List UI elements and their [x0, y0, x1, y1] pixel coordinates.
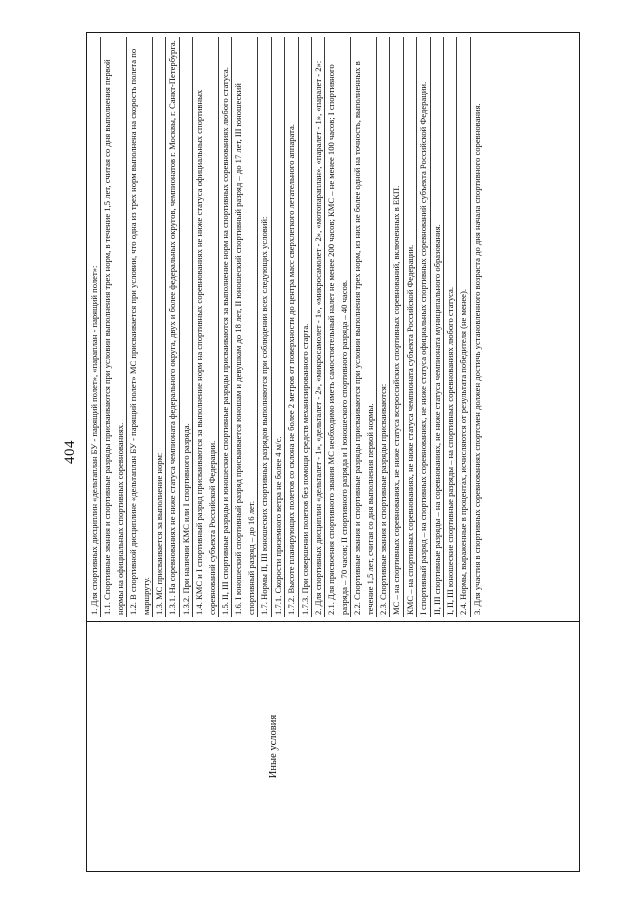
clause-2-4: 2.4. Нормы, выраженные в процентах, исчисляются от результата победителя (не менее).: [457, 37, 470, 617]
clause-2-3-youth-ranks: I, II, III юношеские спортивные разряды – на спортивных соревнованиях любого статуса.: [444, 37, 457, 617]
clause-1-1: 1.1. Спортивные звания и спортивные разряды присваиваются при условии выполнения трех норм, в течение 1,5 лет, считая со дня выполнения первой нормы на официальных спортивных соревнованиях.: [101, 37, 127, 617]
clause-2: 2. Для спортивных дисциплин «дельталет - 1», «дельталет - 2», «микросамолет - 1», «микросамолет - 2», «мотопараплан», «паралет - 1», «паралет - 2»:: [312, 37, 325, 617]
clause-2-1: 2.1. Для присвоения спортивного звания МС необходимо иметь самостоятельный налет не менее 200 часов; КМС – не менее 100 часов; I спортивного разряда – 70 часов; II спортивного разряда и I юношеского спортивного разряда – 40 часов.: [325, 37, 351, 617]
clause-1-5: 1.5. II, III спортивные разряды и юношеские спортивные разряды присваиваются за выполнение норм на спортивных соревнованиях любого статуса.: [219, 37, 232, 617]
row-label-cell: [87, 621, 579, 871]
clause-1-3-1: 1.3.1. На соревнованиях не ниже статуса чемпионата федерального округа, двух и более федеральных округов, чемпионатов г. Москвы, г. Санкт-Петербурга.: [166, 37, 179, 617]
clause-1-7-1: 1.7.1. Скорости приземного ветра не более 4 м/с.: [272, 37, 285, 617]
clause-3: 3. Для участия в спортивных соревнованиях спортсмен должен достичь установленного возраста до дня начала спортивного соревнования.: [471, 103, 482, 615]
clause-1-2: 1.2. В спортивной дисциплине «дельтаплан БУ - парящий полет» МС присваивается при условии, что одна из трех норм выполнена на скорость полета по маршруту.: [127, 37, 153, 617]
clause-1-7-2: 1.7.2. Высоте планирующих полетов со склона не более 2 метров от поверхности до центра масс сверхлегкого летательного аппарата.: [285, 37, 298, 617]
clause-1-3: 1.3. МС присваивается за выполнение норм:: [153, 37, 166, 617]
clause-2-3: 2.3. Спортивные звания и спортивные разряды присваиваются:: [377, 37, 390, 617]
clause-2-3-kms: КМС – на спортивных соревнованиях, не ниже статуса чемпионата субъекта Российской Федерации.: [404, 37, 417, 617]
clause-2-3-ms: МС – на спортивных соревнованиях, не ниже статуса всероссийских спортивных соревнований, включенных в ЕКП.: [390, 37, 403, 617]
clause-1-7-3: 1.7.3. При совершении полетов без помощи средств механизированного старта.: [299, 37, 312, 617]
clause-1-6: 1.6. I юношеский спортивный разряд присваивается юношам и девушкам до 18 лет, II юношеский спортивный разряд – до 17 лет, III юношеский спортивный разряд – до 16 лет.: [232, 37, 258, 617]
row-label: Иные условия: [268, 714, 279, 779]
document-page: [60, 32, 580, 872]
clause-1-4: 1.4. КМС и I спортивный разряд присваиваются за выполнение норм на спортивных соревнованиях не ниже статуса официальных спортивных соревнований субъекта Российской Федерации.: [193, 37, 219, 617]
clause-2-2: 2.2. Спортивные звания и спортивные разряды присваиваются при условии выполнения трех норм, из них не более одной на точность, выполненных в течение 1,5 лет, считая со дня выполнения первой нормы.: [351, 37, 377, 617]
clause-2-3-first-rank: I спортивный разряд – на спортивных соревнованиях, не ниже статуса официальных спортивных соревнований субъекта Российской Федерации.: [417, 37, 430, 617]
page-number: 404: [62, 440, 78, 464]
conditions-table: [86, 32, 580, 872]
clause-1-3-2: 1.3.2. При наличии КМС или I спортивного разряда.: [180, 37, 193, 617]
conditions-cell: [87, 33, 579, 621]
clause-2-3-second-third-rank: II, III спортивные разряды – на соревнованиях, не ниже статуса чемпионата муниципального образования.: [431, 37, 444, 617]
clause-1-7: 1.7. Нормы II, III юношеских спортивных разрядов выполняются при соблюдении всех следующих условий:: [258, 37, 271, 617]
clause-1: 1. Для спортивных дисциплин «дельтаплан БУ - парящий полет», «параплан - парящий полет»:: [88, 37, 101, 617]
